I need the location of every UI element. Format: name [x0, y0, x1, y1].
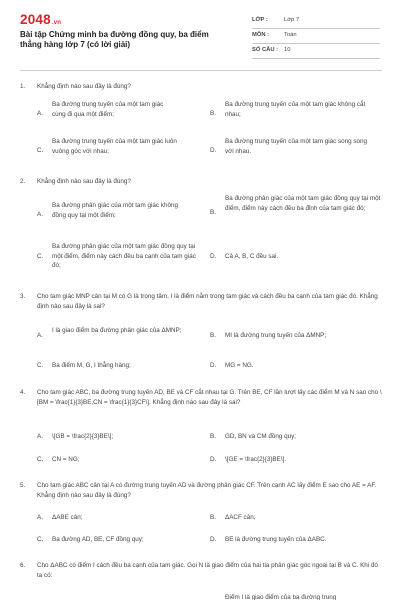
option-text: Ba đường phân giác của một tam giác đồng quy tại một điểm, điểm này cách đều ba đỉnh của tam giác đó;: [225, 195, 381, 212]
question-number: 6.: [20, 562, 26, 569]
option-text: MG = NG.: [225, 362, 254, 369]
option-letter: B.: [210, 209, 216, 216]
logo-text: 2048: [20, 12, 51, 27]
option-letter: A.: [37, 211, 43, 218]
option-text: Ba đường trung tuyến của một tam giác không cắt nhau;: [225, 101, 366, 118]
option-text: \[GB = \frac{2}{3}BE\];: [52, 433, 114, 440]
meta-count-row: [252, 44, 380, 59]
option-letter: C.: [37, 456, 44, 463]
question-text: Cho ΔABC có điểm I cách đều ba cạnh của tam giác. Gọi N là giao điểm của hai tia phân giác góc ngoài tại B và C. Khi đó ta có:: [37, 562, 378, 579]
option-letter: A.: [37, 110, 43, 117]
option-letter: D.: [210, 456, 217, 463]
option-letter: D.: [210, 253, 217, 260]
option-text: Ba đường phân giác của một tam giác không đồng quy tại một điểm;: [52, 202, 178, 219]
question-text: Cho tam giác ABC, ba đường trung tuyến AD, BE và CF cắt nhau tại G. Trên BE, CF lần lượt lấy các điểm M và N sao cho \[BM = \frac{1}{3}BE,CN = \frac{1}{3}CF\]. Khẳng định nào sau đây là sai?: [37, 389, 382, 406]
question-text: Khẳng định nào sau đây là đúng?: [37, 178, 131, 185]
option-text: I là giao điểm ba đường phân giác của ΔMNP;: [52, 327, 182, 334]
question-text: Cho tam giác ABC cân tại A có đường trung tuyến AD và đường phân giác CF. Trên cạnh AC lấy điểm E sao cho AE = AF. Khẳng định nào sau đây là đúng?: [37, 482, 377, 499]
option-text: GD, BN và CM đồng quy;: [225, 433, 297, 440]
option-letter: B.: [210, 433, 216, 440]
option-text: BE là đường trung tuyến của ΔABC.: [225, 536, 327, 543]
header-divider: [20, 70, 382, 71]
option-letter: D.: [210, 147, 217, 154]
option-text: \[GE = \frac{2}{3}BE\].: [225, 456, 287, 463]
page-title: Bài tập Chứng minh ba đường đồng quy, ba điểm thẳng hàng lớp 7 (có lời giải): [20, 30, 209, 49]
worksheet-meta: [252, 14, 380, 59]
question-number: 1.: [20, 83, 26, 90]
question-number: 5.: [20, 482, 26, 489]
option-text: Cả A, B, C đều sai.: [225, 253, 279, 260]
meta-subject-row: [252, 29, 380, 44]
option-letter: D.: [210, 362, 217, 369]
option-letter: D.: [210, 536, 217, 543]
question-number: 4.: [20, 389, 26, 396]
option-letter: A.: [37, 332, 43, 339]
question-text: Khẳng định nào sau đây là đúng?: [37, 83, 131, 90]
meta-count-label: SỐ CÂU :: [252, 47, 279, 53]
option-text: Ba đường AD, BE, CF đồng quy;: [52, 536, 144, 543]
option-letter: C.: [37, 147, 44, 154]
meta-subject-value: Toán: [284, 32, 297, 38]
question-text: Cho tam giác MNP cân tại M có G là trọng tâm, I là điểm nằm trong tam giác và cách đều ba cạnh của tam giác đó. Khẳng định nào sau đây là sai?: [37, 293, 378, 310]
option-letter: A.: [37, 433, 43, 440]
meta-class-row: [252, 14, 380, 29]
option-text: Ba đường trung tuyến của một tam giác luôn vuông góc với nhau;: [52, 138, 177, 155]
option-text: MI là đường trung tuyến của ΔMNP;: [225, 332, 327, 339]
option-text: Ba đường phân giác của một tam giác đồng quy tại một điểm, điểm này cách đều ba cạnh của tam giác đó;: [52, 243, 196, 270]
option-text: ΔACF cân;: [225, 514, 256, 521]
site-logo[interactable]: [20, 12, 61, 27]
option-text: Ba điểm M, G, I thẳng hàng;: [52, 362, 131, 369]
option-text: CN = NG;: [52, 456, 80, 463]
option-text: Ba đường trung tuyến của một tam giác song song với nhau.: [225, 138, 368, 155]
meta-subject-label: MÔN :: [252, 32, 270, 38]
option-text: Điểm I là giao điểm của ba đường trung: [225, 594, 337, 600]
meta-class-label: LỚP :: [252, 17, 268, 23]
meta-count-value: 10: [284, 47, 291, 53]
option-letter: C.: [37, 362, 44, 369]
question-number: 3.: [20, 293, 26, 300]
option-text: Ba đường trung tuyến của một tam giác cùng đi qua một điểm;: [52, 101, 164, 118]
option-letter: A.: [37, 514, 43, 521]
question-number: 2.: [20, 178, 26, 185]
meta-class-value: Lớp 7: [284, 17, 300, 23]
option-letter: B.: [210, 110, 216, 117]
option-letter: B.: [210, 514, 216, 521]
option-text: ΔABE cân;: [52, 514, 83, 521]
option-letter: B.: [210, 332, 216, 339]
logo-domain: .vn: [51, 20, 62, 26]
page-header: [0, 0, 400, 70]
option-letter: C.: [37, 536, 44, 543]
option-letter: C.: [37, 253, 44, 260]
